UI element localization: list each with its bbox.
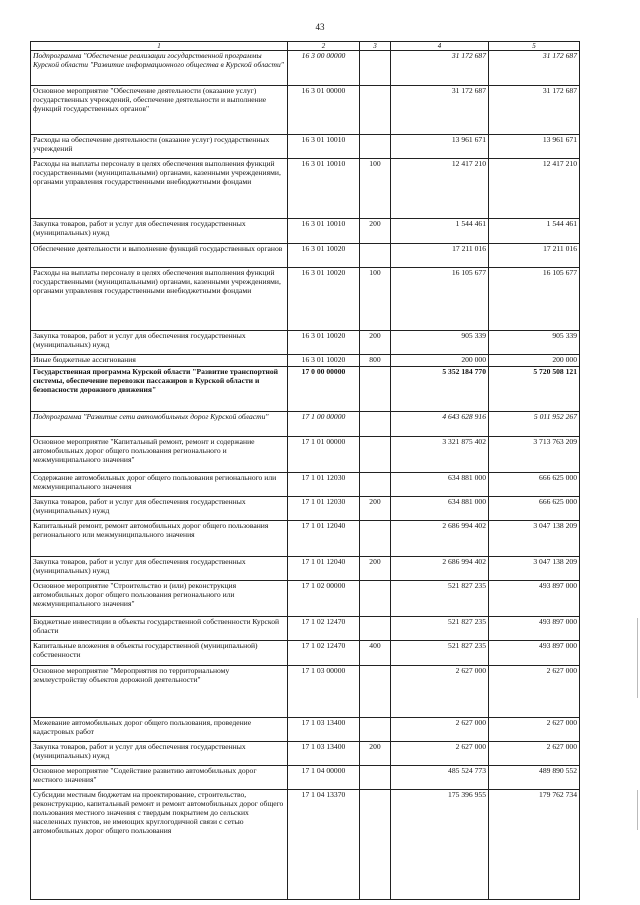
row-amount-year2-cell: 12 417 210 (489, 159, 580, 219)
table-row (31, 581, 580, 617)
row-amount-year1-cell: 634 881 000 (391, 473, 489, 497)
row-name-cell: Основное мероприятие "Содействие развитию автомобильных дорог местного значения" (31, 766, 288, 790)
row-amount-year2-cell: 2 627 000 (489, 666, 580, 718)
table-row (31, 473, 580, 497)
row-expense-type-cell (360, 666, 391, 718)
row-name-cell: Капитальный ремонт, ремонт автомобильных дорог общего пользования регионального или межмуниципального значения (31, 521, 288, 557)
row-name-cell: Межевание автомобильных дорог общего пользования, проведение кадастровых работ (31, 718, 288, 742)
row-amount-year1-cell: 2 627 000 (391, 666, 489, 718)
row-code-cell: 16 3 01 10010 (288, 159, 360, 219)
row-amount-year1-cell: 521 827 235 (391, 581, 489, 617)
row-expense-type-cell (360, 766, 391, 790)
row-amount-year1-cell: 905 339 (391, 331, 489, 355)
row-expense-type-cell (360, 244, 391, 268)
table-row (31, 355, 580, 367)
row-expense-type-cell (360, 473, 391, 497)
row-code-cell: 17 1 01 12040 (288, 521, 360, 557)
row-name-cell: Закупка товаров, работ и услуг для обеспечения государственных (муниципальных) нужд (31, 557, 288, 581)
row-expense-type-cell: 400 (360, 641, 391, 666)
row-name-cell: Субсидии местным бюджетам на проектирование, строительство, реконструкцию, капитальный ремонт и ремонт автомобильных дорог общего пользования местного значения с твердым покрытием до сельских населенных пунктов, не имеющих круглогодичной связи с сетью автомобильных дорог общего пользования (31, 790, 288, 900)
table-row (31, 790, 580, 900)
table-row (31, 244, 580, 268)
table-row (31, 367, 580, 412)
row-amount-year1-cell: 2 686 994 402 (391, 557, 489, 581)
table-row (31, 51, 580, 86)
column-header: 2 (288, 42, 360, 51)
row-amount-year1-cell: 13 961 671 (391, 135, 489, 159)
row-code-cell: 16 3 01 10010 (288, 135, 360, 159)
row-amount-year1-cell: 17 211 016 (391, 244, 489, 268)
row-name-cell: Закупка товаров, работ и услуг для обеспечения государственных (муниципальных) нужд (31, 331, 288, 355)
row-code-cell: 17 0 00 00000 (288, 367, 360, 412)
row-amount-year2-cell: 905 339 (489, 331, 580, 355)
row-amount-year1-cell: 2 627 000 (391, 742, 489, 766)
row-amount-year1-cell: 521 827 235 (391, 641, 489, 666)
row-code-cell: 17 1 04 00000 (288, 766, 360, 790)
row-code-cell: 17 1 03 13400 (288, 718, 360, 742)
row-expense-type-cell (360, 86, 391, 135)
row-expense-type-cell (360, 718, 391, 742)
row-amount-year2-cell: 16 105 677 (489, 268, 580, 331)
row-name-cell: Расходы на выплаты персоналу в целях обеспечения выполнения функций государственными (муниципальными) органами, казенными учреждениями, органами управления государственными внебюджетными фондами (31, 159, 288, 219)
row-code-cell: 17 1 02 12470 (288, 617, 360, 641)
row-name-cell: Закупка товаров, работ и услуг для обеспечения государственных (муниципальных) нужд (31, 742, 288, 766)
row-code-cell: 17 1 04 13370 (288, 790, 360, 900)
row-name-cell: Содержание автомобильных дорог общего пользования регионального или межмуниципального значения (31, 473, 288, 497)
row-amount-year1-cell: 200 000 (391, 355, 489, 367)
row-amount-year2-cell: 489 890 552 (489, 766, 580, 790)
row-expense-type-cell (360, 617, 391, 641)
row-expense-type-cell: 200 (360, 219, 391, 244)
table-row (31, 268, 580, 331)
table-row (31, 497, 580, 521)
row-name-cell: Расходы на обеспечение деятельности (оказание услуг) государственных учреждений (31, 135, 288, 159)
row-amount-year2-cell: 493 897 000 (489, 617, 580, 641)
row-code-cell: 16 3 00 00000 (288, 51, 360, 86)
row-amount-year2-cell: 3 713 763 209 (489, 437, 580, 473)
table-row (31, 437, 580, 473)
table-row (31, 219, 580, 244)
budget-table (30, 41, 580, 900)
table-row (31, 666, 580, 718)
row-amount-year1-cell: 5 352 184 770 (391, 367, 489, 412)
row-amount-year2-cell: 2 627 000 (489, 718, 580, 742)
margin-mark (637, 790, 638, 830)
row-name-cell: Основное мероприятие "Строительство и (или) реконструкция автомобильных дорог общего пользования регионального или межмуниципального значения" (31, 581, 288, 617)
row-expense-type-cell: 100 (360, 268, 391, 331)
column-header: 3 (360, 42, 391, 51)
row-expense-type-cell: 200 (360, 557, 391, 581)
row-code-cell: 16 3 01 10020 (288, 268, 360, 331)
table-row (31, 135, 580, 159)
row-amount-year2-cell: 3 047 138 209 (489, 521, 580, 557)
row-amount-year1-cell: 2 627 000 (391, 718, 489, 742)
row-name-cell: Государственная программа Курской области "Развитие транспортной системы, обеспечение перевозки пассажиров в Курской области и безопасности дорожного движения" (31, 367, 288, 412)
row-amount-year2-cell: 5 011 952 267 (489, 412, 580, 437)
table-row (31, 718, 580, 742)
row-amount-year2-cell: 31 172 687 (489, 51, 580, 86)
row-code-cell: 16 3 01 00000 (288, 86, 360, 135)
row-name-cell: Капитальные вложения в объекты государственной (муниципальной) собственности (31, 641, 288, 666)
row-amount-year1-cell: 31 172 687 (391, 51, 489, 86)
page-number: 43 (315, 22, 325, 32)
row-expense-type-cell (360, 135, 391, 159)
row-name-cell: Подпрограмма "Обеспечение реализации государственной программы Курской области "Развитие информационного общества в Курской области" (31, 51, 288, 86)
row-code-cell: 17 1 01 12040 (288, 557, 360, 581)
row-amount-year2-cell: 200 000 (489, 355, 580, 367)
row-expense-type-cell: 200 (360, 331, 391, 355)
row-amount-year1-cell: 16 105 677 (391, 268, 489, 331)
row-name-cell: Закупка товаров, работ и услуг для обеспечения государственных (муниципальных) нужд (31, 219, 288, 244)
table-row (31, 557, 580, 581)
row-code-cell: 16 3 01 10020 (288, 244, 360, 268)
row-amount-year1-cell: 2 686 994 402 (391, 521, 489, 557)
row-name-cell: Основное мероприятие "Капитальный ремонт, ремонт и содержание автомобильных дорог общего пользования регионального и межмуниципального значения" (31, 437, 288, 473)
row-amount-year2-cell: 3 047 138 209 (489, 557, 580, 581)
row-expense-type-cell (360, 412, 391, 437)
table-row (31, 766, 580, 790)
row-amount-year1-cell: 31 172 687 (391, 86, 489, 135)
row-expense-type-cell: 200 (360, 742, 391, 766)
table-row (31, 159, 580, 219)
row-amount-year2-cell: 1 544 461 (489, 219, 580, 244)
column-header: 1 (31, 42, 288, 51)
row-code-cell: 17 1 01 12030 (288, 473, 360, 497)
row-expense-type-cell (360, 367, 391, 412)
table-row (31, 86, 580, 135)
row-amount-year1-cell: 634 881 000 (391, 497, 489, 521)
row-code-cell: 16 3 01 10020 (288, 355, 360, 367)
row-name-cell: Закупка товаров, работ и услуг для обеспечения государственных (муниципальных) нужд (31, 497, 288, 521)
row-code-cell: 17 1 00 00000 (288, 412, 360, 437)
table-row (31, 521, 580, 557)
row-amount-year2-cell: 493 897 000 (489, 581, 580, 617)
row-name-cell: Основное мероприятие "Обеспечение деятельности (оказание услуг) государственных учреждений, обеспечение деятельности и выполнение функций государственных органов" (31, 86, 288, 135)
row-expense-type-cell: 800 (360, 355, 391, 367)
row-amount-year1-cell: 521 827 235 (391, 617, 489, 641)
column-number-row (31, 42, 580, 51)
row-amount-year2-cell: 666 625 000 (489, 497, 580, 521)
row-code-cell: 17 1 03 00000 (288, 666, 360, 718)
row-name-cell: Обеспечение деятельности и выполнение функций государственных органов (31, 244, 288, 268)
row-amount-year2-cell: 2 627 000 (489, 742, 580, 766)
row-name-cell: Иные бюджетные ассигнования (31, 355, 288, 367)
row-code-cell: 16 3 01 10020 (288, 331, 360, 355)
row-code-cell: 17 1 02 12470 (288, 641, 360, 666)
row-expense-type-cell: 100 (360, 159, 391, 219)
table-row (31, 617, 580, 641)
table-row (31, 641, 580, 666)
row-expense-type-cell (360, 521, 391, 557)
table-row (31, 331, 580, 355)
table-row (31, 412, 580, 437)
row-code-cell: 16 3 01 10010 (288, 219, 360, 244)
row-name-cell: Расходы на выплаты персоналу в целях обеспечения выполнения функций государственными (муниципальными) органами, казенными учреждениями, органами управления государственными внебюджетными фондами (31, 268, 288, 331)
row-amount-year2-cell: 31 172 687 (489, 86, 580, 135)
row-expense-type-cell: 200 (360, 497, 391, 521)
row-code-cell: 17 1 03 13400 (288, 742, 360, 766)
row-amount-year1-cell: 3 321 875 402 (391, 437, 489, 473)
row-code-cell: 17 1 02 00000 (288, 581, 360, 617)
row-amount-year1-cell: 4 643 628 916 (391, 412, 489, 437)
row-code-cell: 17 1 01 12030 (288, 497, 360, 521)
column-header: 5 (489, 42, 580, 51)
row-expense-type-cell (360, 437, 391, 473)
table-row (31, 742, 580, 766)
row-amount-year2-cell: 666 625 000 (489, 473, 580, 497)
column-header: 4 (391, 42, 489, 51)
row-expense-type-cell (360, 51, 391, 86)
row-name-cell: Основное мероприятие "Мероприятия по территориальному землеустройству объектов дорожной деятельности" (31, 666, 288, 718)
row-amount-year1-cell: 175 396 955 (391, 790, 489, 900)
row-amount-year2-cell: 179 762 734 (489, 790, 580, 900)
row-name-cell: Бюджетные инвестиции в объекты государственной собственности Курской области (31, 617, 288, 641)
row-amount-year2-cell: 17 211 016 (489, 244, 580, 268)
row-expense-type-cell (360, 581, 391, 617)
margin-mark (637, 618, 638, 698)
row-expense-type-cell (360, 790, 391, 900)
row-amount-year2-cell: 5 720 508 121 (489, 367, 580, 412)
row-name-cell: Подпрограмма "Развитие сети автомобильных дорог Курской области" (31, 412, 288, 437)
row-amount-year1-cell: 485 524 773 (391, 766, 489, 790)
row-amount-year2-cell: 13 961 671 (489, 135, 580, 159)
row-amount-year1-cell: 12 417 210 (391, 159, 489, 219)
row-amount-year2-cell: 493 897 000 (489, 641, 580, 666)
row-code-cell: 17 1 01 00000 (288, 437, 360, 473)
row-amount-year1-cell: 1 544 461 (391, 219, 489, 244)
